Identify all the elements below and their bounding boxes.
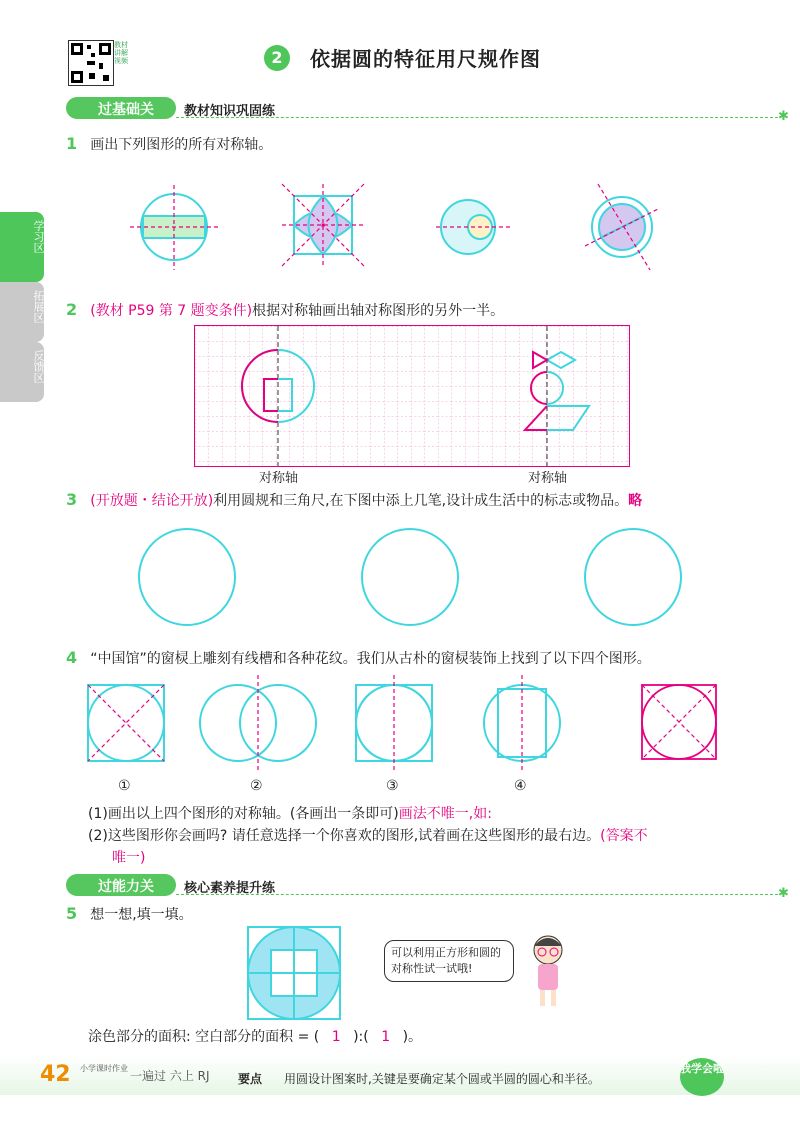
figure-label: ① [118,778,131,794]
figure-label: ② [250,778,263,794]
hint-bubble: 可以利用正方形和圆的对称性试一试哦! [384,940,514,982]
question-number: 2 [66,300,78,319]
question-5 [66,904,193,924]
qr-code [68,40,114,86]
answer-text: 1 [331,1029,341,1045]
section-subtitle: 教材知识巩固练 [184,104,276,119]
question-number: 4 [66,648,78,667]
question-3 [66,490,786,510]
sub-question-text: (2)这些图形你会画吗? 请任意选择一个你喜欢的图形,试着画在这些图形的最右边。 [88,828,601,844]
girl-character-icon [526,930,570,1010]
side-tab-feedback[interactable] [0,342,44,402]
question-text: 根据对称轴画出轴对称图形的另外一半。 [252,303,505,319]
axis-label: 对称轴 [528,471,568,486]
side-tab-label: 学习区 [32,220,45,253]
section-subtitle: 核心素养提升练 [184,881,276,896]
section-header-basic [66,97,796,124]
star-icon: ✱ [778,886,789,901]
q4-sub1 [88,803,748,823]
answer-text: 1 [381,1029,391,1045]
key-point-label: 要点 [238,1072,263,1086]
q2-grid [194,325,630,467]
sub-question-text: (1)画出以上四个图形的对称轴。(各画出一条即可) [88,806,399,822]
question-text: 想一想,填一填。 [90,907,193,923]
question-number: 1 [66,134,78,153]
figure-label: ④ [514,778,527,794]
answer-text: 画法不唯一,如: [398,806,492,822]
footer-book: 一遍过 六上 RJ [130,1069,210,1083]
side-tab-extend[interactable] [0,282,44,342]
side-tab-label: 拓展区 [32,290,45,323]
fill-text: )。 [402,1029,423,1045]
section-badge: 过基础关 [66,97,176,119]
question-tag: (教材 P59 第 7 题变条件) [90,303,253,319]
footer-logo: 我学会啦 [680,1058,724,1096]
question-tag: (开放题・结论开放) [90,493,214,509]
q3-circles [130,525,690,630]
question-4 [66,648,786,668]
answer-text: 唯一) [112,850,146,866]
answer-text: 略 [628,493,643,509]
star-icon: ✱ [778,109,789,124]
q5-figure [246,925,342,1021]
side-tab-study[interactable] [0,212,44,282]
question-1 [66,134,272,154]
q4-figures [80,675,730,775]
question-text: 画出下列图形的所有对称轴。 [90,137,273,153]
lesson-number: 2 [264,45,290,71]
fill-text: ):( [353,1029,369,1045]
answer-text: (答案不 [600,828,648,844]
q5-fill [88,1026,422,1046]
figure-label: ③ [386,778,399,794]
question-2 [66,300,766,320]
question-number: 3 [66,490,78,509]
footer-series: 小学课时作业 [80,1064,128,1073]
axis-label: 对称轴 [259,471,299,486]
page-number: 42 [40,1062,71,1087]
q4-sub2 [88,825,738,869]
page-title: 依据圆的特征用尺规作图 [310,47,541,71]
fill-text: 涂色部分的面积: 空白部分的面积 = ( [88,1029,320,1045]
qr-label: 教材讲解视频 [114,41,128,65]
question-number: 5 [66,904,78,923]
question-text: “中国馆”的窗棂上雕刻有线槽和各种花纹。我们从古朴的窗棂装饰上找到了以下四个图形。 [90,651,651,667]
key-point-text: 用圆设计图案时,关键是要确定某个圆或半圆的圆心和半径。 [284,1072,600,1086]
q1-figures [120,180,680,270]
section-badge: 过能力关 [66,874,176,896]
section-header-ability [66,874,796,901]
question-text: 利用圆规和三角尺,在下图中添上几笔,设计成生活中的标志或物品。 [213,493,629,509]
side-tab-label: 反馈区 [32,350,45,383]
